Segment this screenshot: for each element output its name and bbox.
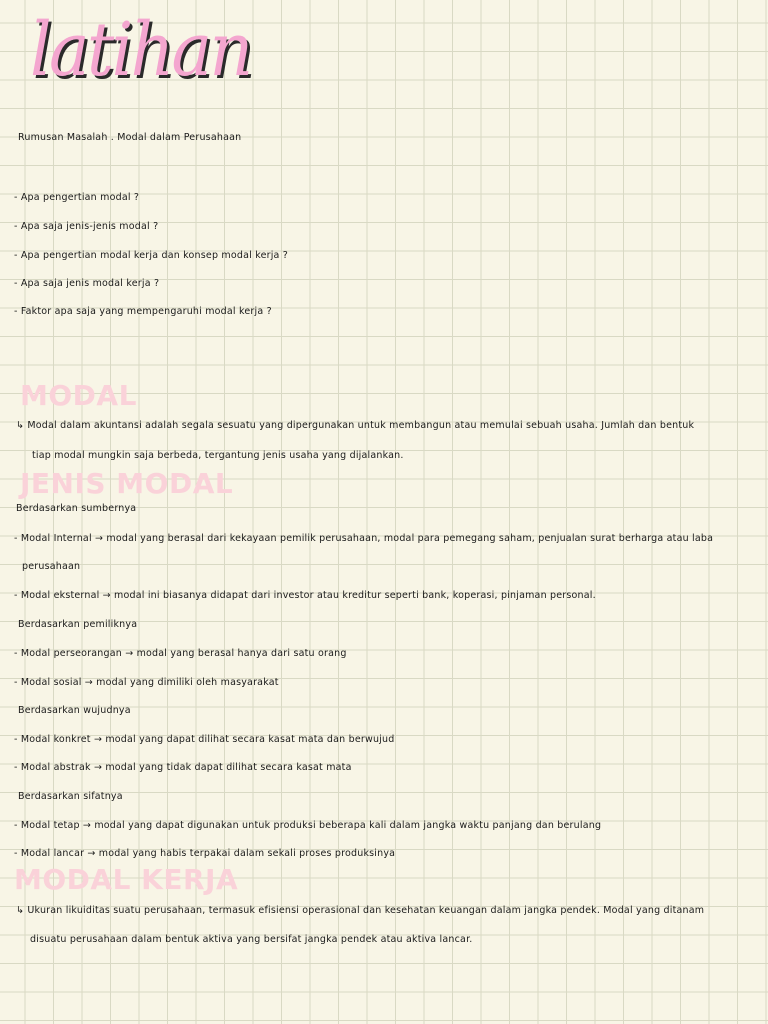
paragraph-line: ↳ Modal dalam akuntansi adalah segala sesuatu yang dipergunakan untuk membangun atau memulai sebuah usaha. Jumlah dan bentuk	[16, 420, 695, 431]
question-item: - Apa saja jenis-jenis modal ?	[14, 221, 159, 232]
list-item: - Modal abstrak → modal yang tidak dapat dilihat secara kasat mata	[14, 762, 352, 773]
question-item: - Apa saja jenis modal kerja ?	[14, 278, 160, 289]
subheading: Berdasarkan pemiliknya	[18, 619, 138, 630]
subheading: Berdasarkan wujudnya	[18, 705, 131, 716]
section-heading-jenis-modal: JENIS MODAL	[20, 467, 234, 500]
list-item: - Modal Internal → modal yang berasal dari kekayaan pemilik perusahaan, modal para pemegang saham, penjualan surat berharga atau laba	[14, 533, 714, 544]
list-item: - Modal eksternal → modal ini biasanya didapat dari investor atau kreditur seperti bank, koperasi, pinjaman personal.	[14, 590, 596, 601]
question-item: - Faktor apa saja yang mempengaruhi modal kerja ?	[14, 306, 272, 317]
paragraph-line: tiap modal mungkin saja berbeda, tergantung jenis usaha yang dijalankan.	[32, 450, 404, 461]
paragraph-line: disuatu perusahaan dalam bentuk aktiva yang bersifat jangka pendek atau aktiva lancar.	[30, 934, 473, 945]
section-heading-modal: MODAL	[20, 379, 137, 412]
list-item: - Modal tetap → modal yang dapat digunakan untuk produksi beberapa kali dalam jangka waktu panjang dan berulang	[14, 820, 602, 831]
subheading: Berdasarkan sifatnya	[18, 791, 123, 802]
list-item-continued: perusahaan	[22, 561, 81, 572]
subheading: Berdasarkan sumbernya	[16, 503, 137, 514]
page-title: latihan	[30, 7, 251, 93]
rumusan-masalah: Rumusan Masalah . Modal dalam Perusahaan	[18, 132, 242, 143]
list-item: - Modal konkret → modal yang dapat dilihat secara kasat mata dan berwujud	[14, 734, 395, 745]
list-item: - Modal sosial → modal yang dimiliki oleh masyarakat	[14, 677, 279, 688]
question-item: - Apa pengertian modal kerja dan konsep modal kerja ?	[14, 250, 289, 261]
paragraph-line: ↳ Ukuran likuiditas suatu perusahaan, termasuk efisiensi operasional dan kesehatan keuangan dalam jangka pendek. Modal yang ditanam	[16, 905, 705, 916]
section-heading-modal-kerja: MODAL KERJA	[14, 863, 239, 896]
list-item: - Modal lancar → modal yang habis terpakai dalam sekali proses produksinya	[14, 848, 396, 859]
list-item: - Modal perseorangan → modal yang berasal hanya dari satu orang	[14, 648, 347, 659]
question-item: - Apa pengertian modal ?	[14, 192, 140, 203]
